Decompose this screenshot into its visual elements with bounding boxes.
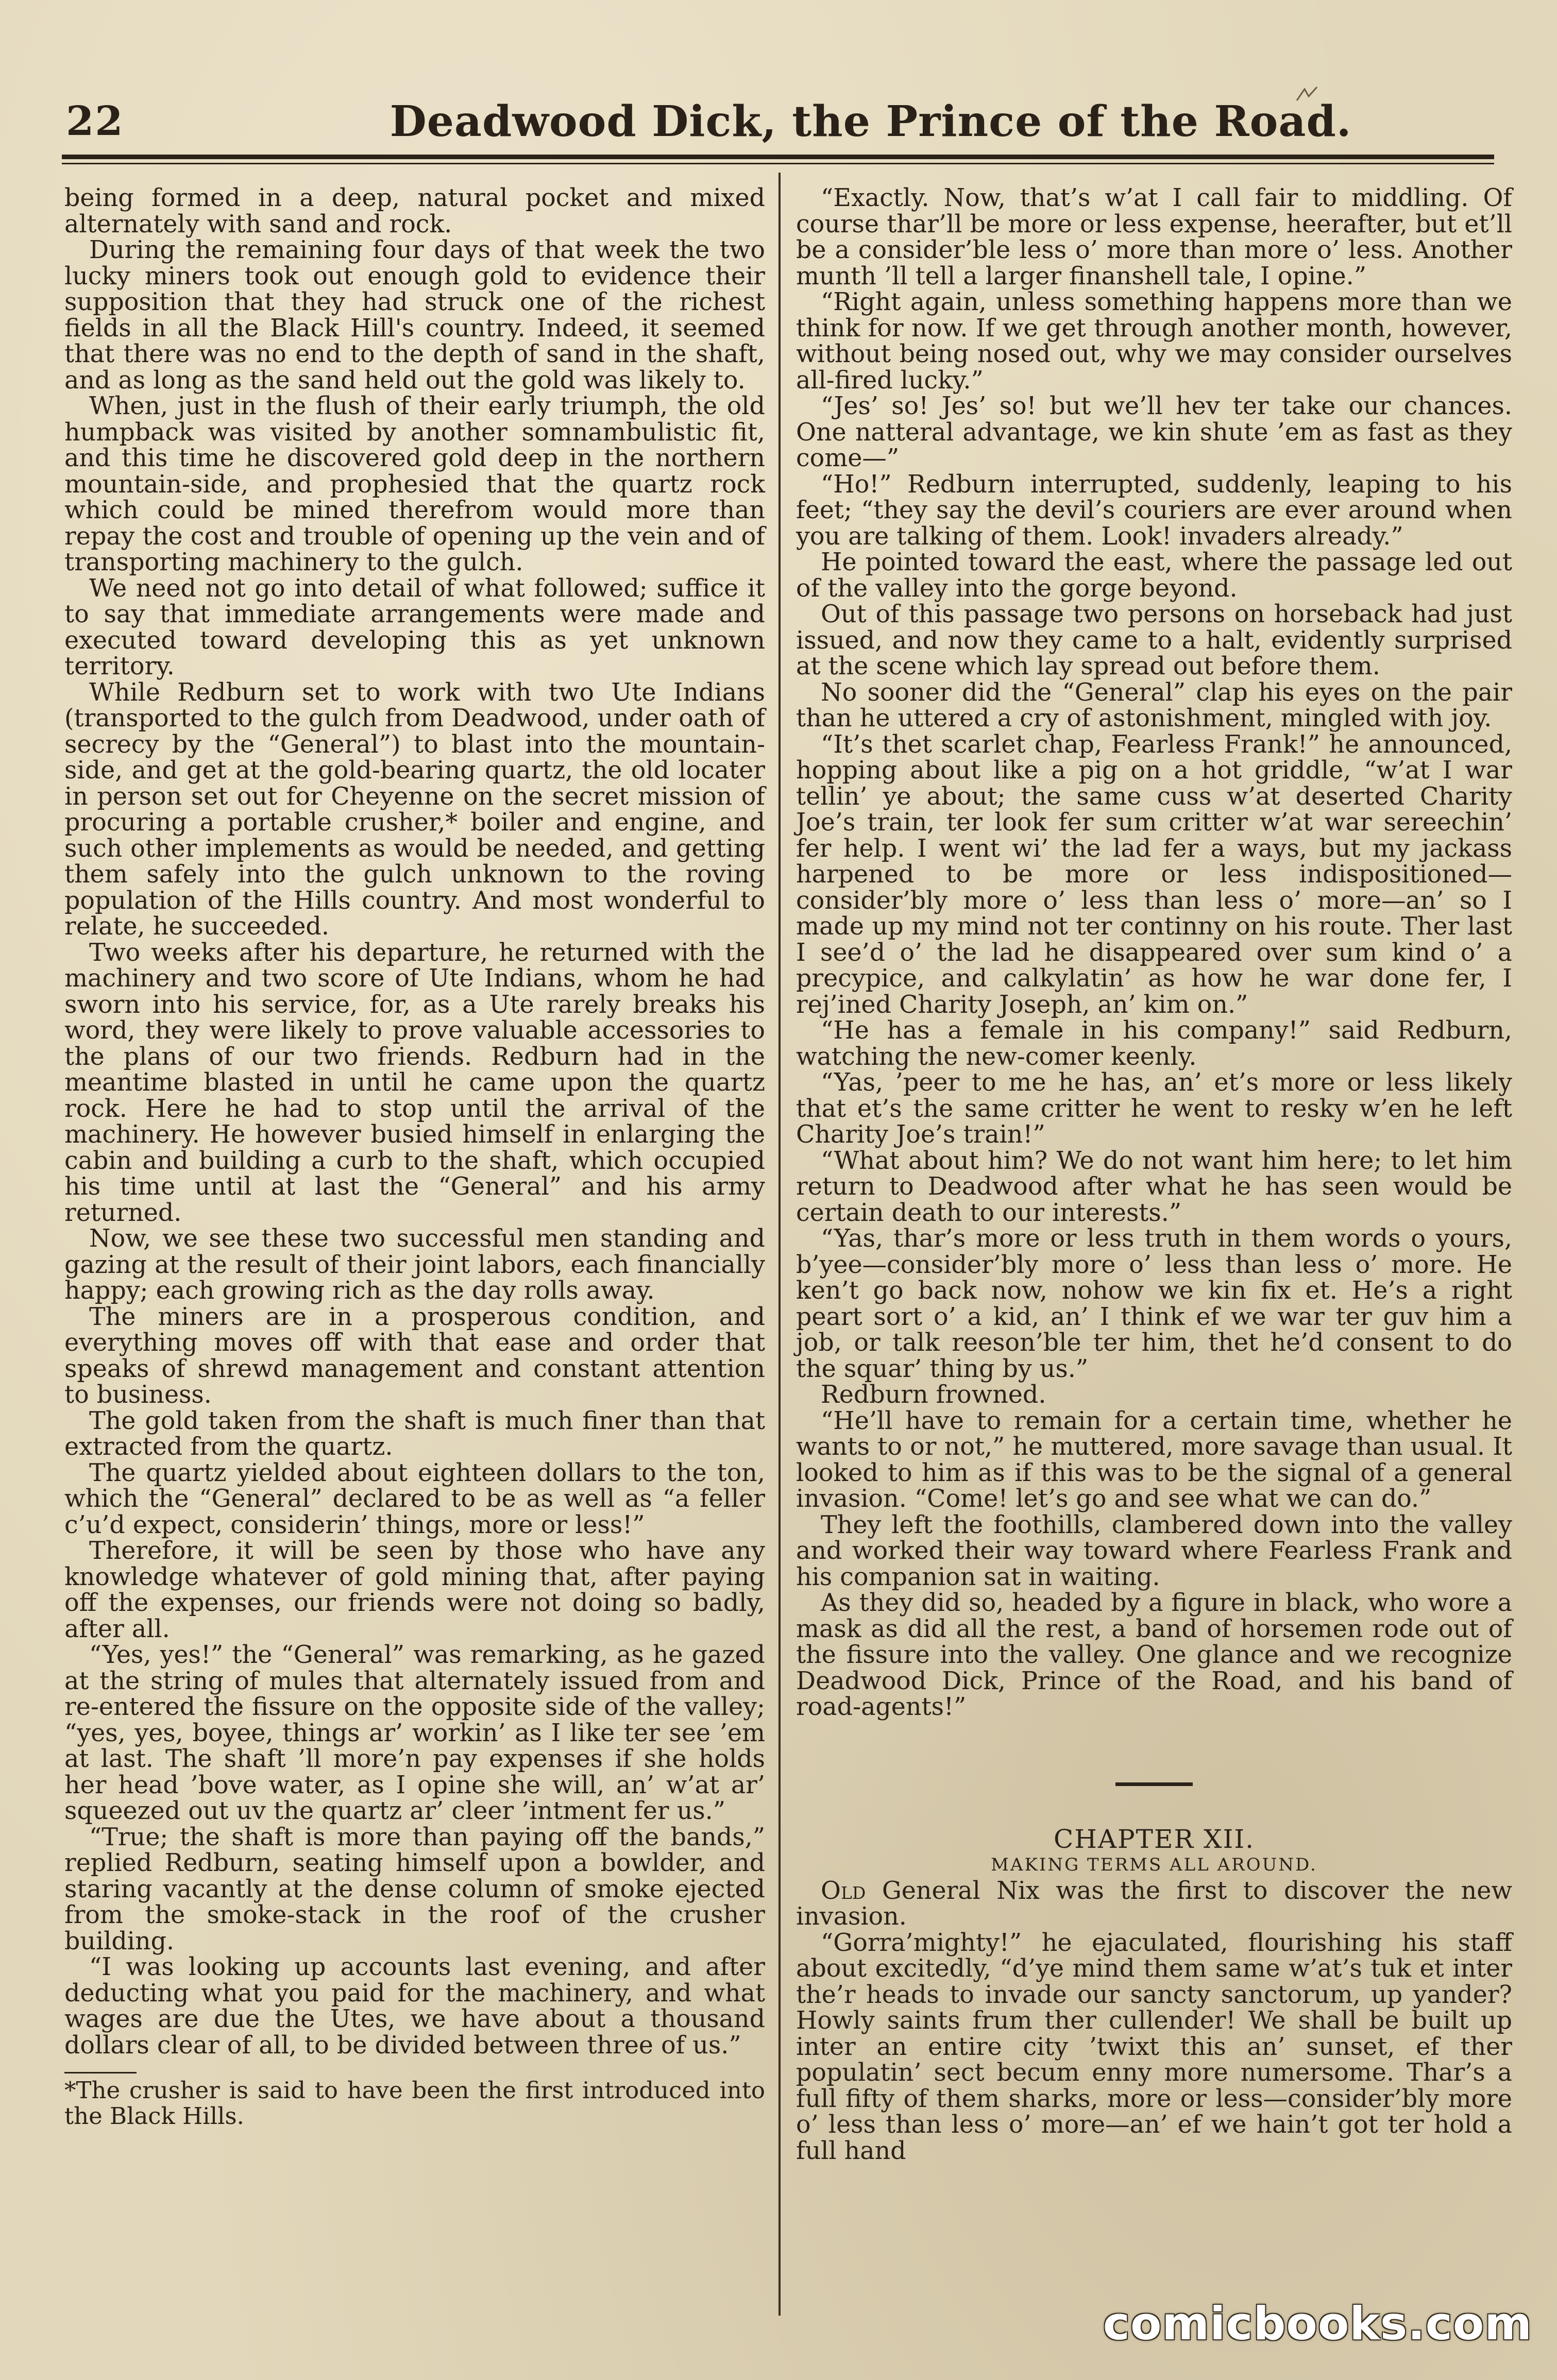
chapter-lead-word: Old xyxy=(821,1876,866,1905)
paragraph: “Ho!” Redburn interrupted, suddenly, leaping to his feet; “they say the devil’s couriers are ever around when you are talking of them. Look! invaders already.” xyxy=(796,470,1512,551)
running-title: Deadwood Dick, the Prince of the Road. xyxy=(390,97,1352,146)
left-column xyxy=(64,185,765,2129)
paragraph: The quartz yielded about eighteen dollars to the ton, which the “General” declared to be as well as “a feller c’u’d expect, considerin’ things, more or less!” xyxy=(64,1458,765,1539)
pencil-mark-icon xyxy=(1294,85,1320,106)
paragraph-text: General Nix was the first to discover the new invasion. xyxy=(796,1876,1512,1931)
paragraph: “Yes, yes!” the “General” was remarking, as he gazed at the string of mules that alternately issued from and re-entered the fissure on the opposite side of the valley; “yes, yes, boyee, things ar’ workin’ as I like ter see ’em at last. The shaft ’ll more’n pay expenses if she holds her head ’bove water, as I opine she will, an’ w’at ar’ squeezed out uv the quartz ar’ cleer ’intment fer us.” xyxy=(64,1641,765,1825)
header-rule xyxy=(62,155,1494,159)
chapter-title: CHAPTER XII. xyxy=(1054,1824,1255,1854)
page-number: 22 xyxy=(66,98,124,145)
paragraph: “It’s thet scarlet chap, Fearless Frank!” he announced, hopping about like a pig on a hot griddle, “w’at I war tellin’ ye about; the same cuss w’at deserted Charity Joe’s train, ter look fer sum critter w’at war sereechin’ fer help. I went wi’ the lad fer a ways, but my jackass harpened to be more or less indispositioned—consider’bly more o’ less than less o’ more—an’ so I made up my mind not ter continny on his route. Ther last I see’d o’ the lad he disappeared over sum kind o’ a precypice, and calkylatin’ as how he war done fer, I rej’ined Charity Joseph, an’ kim on.” xyxy=(796,730,1512,1019)
paragraph: “Gorra’mighty!” he ejaculated, flourishing his staff about excitedly, “d’ye mind them same w’at’s tuk et inter the’r heads to invade our sancty sanctorum, up yander? Howly saints frum ther cullender! We shall be built up inter an entire city ’twixt this an’ sunset, ef ther populatin’ sect becum enny more numersome. Thar’s a full fifty of them sharks, more or less—consider’bly more o’ less than less o’ more—an’ ef we hain’t got ter hold a full hand xyxy=(796,1928,1512,2165)
paragraph: The miners are in a prosperous condition, and everything moves off with that ease and order that speaks of shrewd management and constant attention to business. xyxy=(64,1302,765,1409)
watermark: comicbooks.com xyxy=(1103,2297,1532,2350)
paragraph: Two weeks after his departure, he returned with the machinery and two score of Ute Indians, whom he had sworn into his service, for, as a Ute rarely breaks his word, they were likely to prove valuable accessories to the plans of our two friends. Redburn had in the meantime blasted in until he came upon the quartz rock. Here he had to stop until the arrival of the machinery. He however busied himself in enlarging the cabin and building a curb to the shaft, which occupied his time until at last the “General” and his army returned. xyxy=(64,938,765,1227)
paragraph: No sooner did the “General” clap his eyes on the pair than he uttered a cry of astonishment, mingled with joy. xyxy=(796,678,1512,733)
paragraph: “Yas, thar’s more or less truth in them words o yours, b’yee—consider’bly more o’ less than less o’ more. He ken’t go back now, nohow we kin fix et. He’s a right peart sort o’ a kid, an’ I think ef we war ter guv him a job, or talk reeson’ble ter him, thet he’d consent to do the squar’ thing by us.” xyxy=(796,1225,1512,1383)
paragraph: “Right again, unless something happens more than we think for now. If we get through another month, however, without being nosed out, why we may consider ourselves all-fired lucky.” xyxy=(796,288,1512,395)
paragraph: Redburn frowned. xyxy=(821,1381,1046,1409)
paragraph: “Exactly. Now, that’s w’at I call fair to middling. Of course thar’ll be more or less expense, heerafter, but et’ll be a consider’ble less o’ more than more o’ less. Another munth ’ll tell a larger finanshell tale, I opine.” xyxy=(796,184,1512,291)
paragraph: Out of this passage two persons on horseback had just issued, and now they came to a halt, evidently surprised at the scene which lay spread out before them. xyxy=(796,600,1512,681)
paragraph: “Jes’ so! Jes’ so! but we’ll hev ter take our chances. One natteral advantage, we kin shute ’em as fast as they come—” xyxy=(796,392,1512,472)
paragraph: being formed in a deep, natural pocket and mixed alternately with sand and rock. xyxy=(64,184,765,239)
paragraph: We need not go into detail of what followed; suffice it to say that immediate arrangements were made and executed toward developing this as yet unknown territory. xyxy=(64,574,765,681)
paragraph: Therefore, it will be seen by those who have any knowledge whatever of gold mining that, after paying off the expenses, our friends were not doing so badly, after all. xyxy=(64,1537,765,1643)
header-rule-thin xyxy=(62,163,1494,164)
paragraph: He pointed toward the east, where the passage led out of the valley into the gorge beyond. xyxy=(796,548,1512,603)
paragraph: “True; the shaft is more than paying off the bands,” replied Redburn, seating himself upon a bowlder, and staring vacantly at the dense column of smoke ejected from the smoke-stack in the roof of the crusher building. xyxy=(64,1823,765,1956)
paragraph: Now, we see these two successful men standing and gazing at the result of their joint labors, each financially happy; each growing rich as the day rolls away. xyxy=(64,1225,765,1305)
footnote-rule xyxy=(64,2072,137,2073)
paragraph: “He has a female in his company!” said Redburn, watching the new-comer keenly. xyxy=(796,1016,1512,1071)
right-column xyxy=(796,185,1512,2164)
paragraph: As they did so, headed by a figure in black, who wore a mask as did all the rest, a band of horsemen rode out of the fissure into the valley. One glance and we recognize Deadwood Dick, Prince of the Road, and his band of road-agents!” xyxy=(796,1589,1512,1721)
footnote: *The crusher is said to have been the first introduced into the Black Hills. xyxy=(64,2077,765,2130)
paragraph: When, just in the flush of their early triumph, the old humpback was visited by another somnambulistic fit, and this time he discovered gold deep in the northern mountain-side, and prophesied that the quartz rock which could be mined therefrom would more than repay the cost and trouble of opening up the vein and of transporting machinery to the gulch. xyxy=(64,392,765,576)
paragraph: They left the foothills, clambered down into the valley and worked their way toward where Fearless Frank and his companion sat in waiting. xyxy=(796,1510,1512,1591)
chapter-subtitle: MAKING TERMS ALL AROUND. xyxy=(991,1855,1317,1875)
column-divider xyxy=(778,173,781,2316)
paragraph: While Redburn set to work with two Ute Indians (transported to the gulch from Deadwood, under oath of secrecy by the “General”) to blast into the mountain-side, and get at the gold-bearing quartz, the old locater in person set out for Cheyenne on the secret mission of procuring a portable crusher,* boiler and engine, and such other implements as would be needed, and getting them safely into the gulch unknown to the roving population of the Hills country. And most wonderful to relate, he succeeded. xyxy=(64,678,765,941)
page-header xyxy=(62,88,1494,160)
paragraph: The gold taken from the shaft is much finer than that extracted from the quartz. xyxy=(64,1406,765,1461)
paragraph: “He’ll have to remain for a certain time, whether he wants to or not,” he muttered, more savage than usual. It looked to him as if this was to be the signal of a general invasion. “Come! let’s go and see what we can do.” xyxy=(796,1406,1512,1513)
paragraph: “What about him? We do not want him here; to let him return to Deadwood after what he has seen would be certain death to our interests.” xyxy=(796,1146,1512,1227)
paragraph: “Yas, ’peer to me he has, an’ et’s more or less likely that et’s the same critter he went to resky w’en he left Charity Joe’s train!” xyxy=(796,1068,1512,1149)
paragraph: “I was looking up accounts last evening, and after deducting what you paid for the machinery, and what wages are due the Utes, we have about a thousand dollars clear of all, to be divided between three of us.” xyxy=(64,1953,765,2060)
paragraph: During the remaining four days of that week the two lucky miners took out enough gold to evidence their supposition that they had struck one of the richest fields in all the Black Hill's country. Indeed, it seemed that there was no end to the depth of sand in the shaft, and as long as the sand held out the gold was likely to. xyxy=(64,236,765,395)
chapter-rule xyxy=(1115,1782,1193,1786)
paragraph xyxy=(796,1878,1512,1930)
